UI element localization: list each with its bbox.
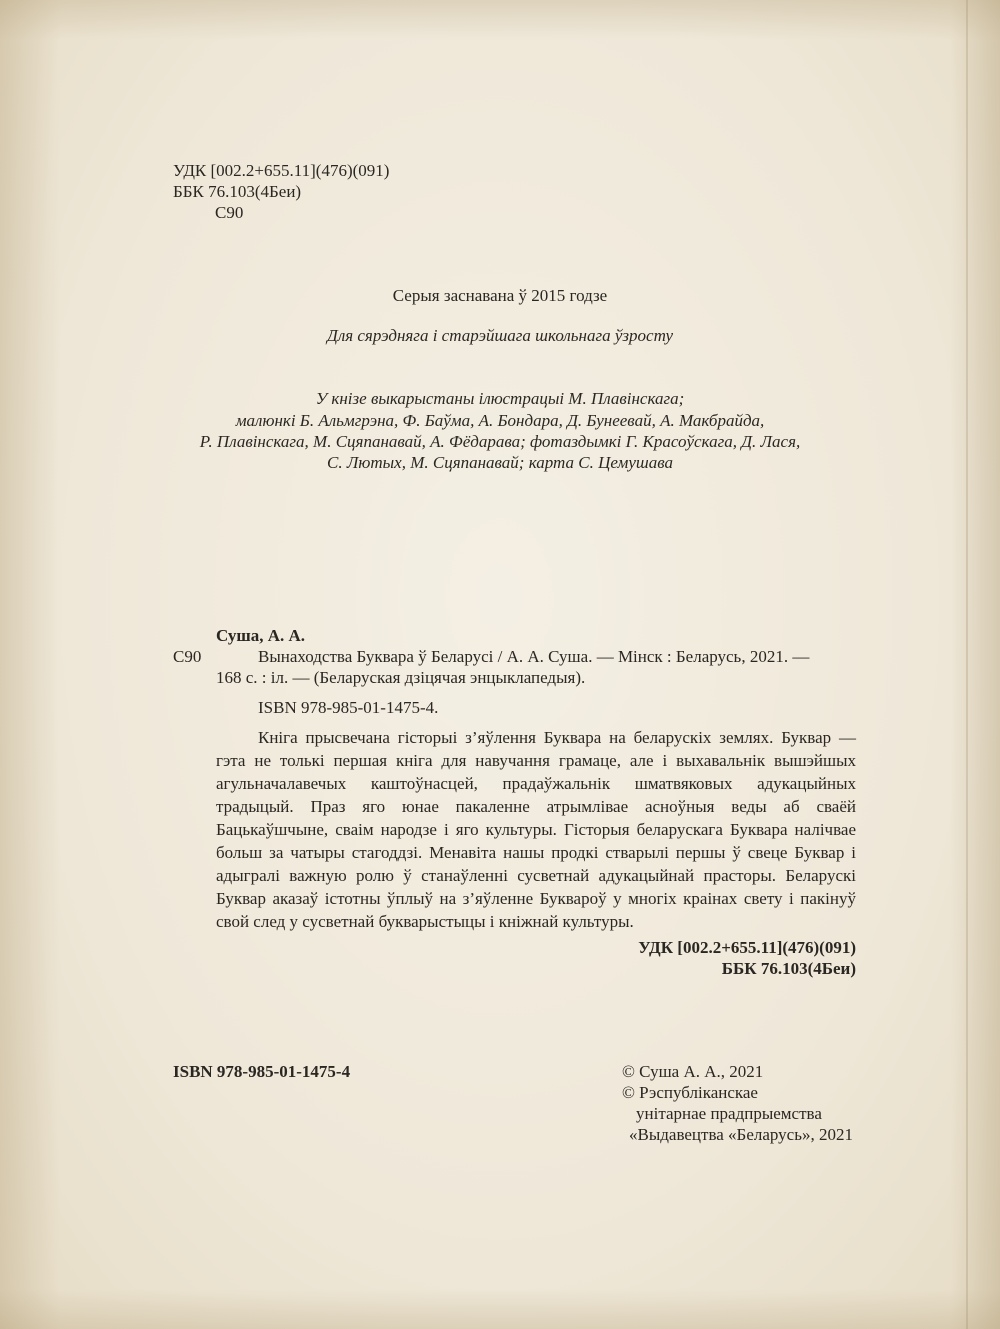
bottom-isbn: ISBN 978-985-01-1475-4 — [173, 1062, 351, 1081]
copyright-line: © Рэспубліканскае — [622, 1083, 758, 1102]
series-note: Серыя заснавана ў 2015 годзе — [392, 286, 608, 305]
bib-isbn: ISBN 978-985-01-1475-4. — [258, 698, 439, 717]
bib-author-mark: С90 — [173, 647, 202, 666]
top-bbk-code: ББК 76.103(4Беи) — [173, 182, 302, 201]
top-author-mark: С90 — [215, 203, 244, 222]
bib-pages-line: 168 с. : іл. — (Беларуская дзіцячая энцыклапедыя). — [216, 668, 586, 687]
page-edge-shadow-right — [950, 0, 1000, 1329]
page-edge-shadow-bottom — [0, 1289, 1000, 1329]
audience-note: Для сярэдняга і старэйшага школьнага ўзросту — [327, 326, 673, 345]
bib-title-line: Вынаходства Буквара ў Беларусі / А. А. Суша. — Мінск : Беларусь, 2021. — — [258, 647, 810, 666]
copyright-line: «Выдавецтва «Беларусь», 2021 — [629, 1125, 853, 1144]
page-fold-line — [966, 0, 968, 1329]
copyright-line: © Суша А. А., 2021 — [622, 1062, 764, 1081]
bib-udk-code: УДК [002.2+655.11](476)(091) — [638, 938, 856, 957]
page-edge-shadow-left — [0, 0, 60, 1329]
illustration-credit-line: У кнізе выкарыстаны ілюстрацыі М. Плавінскага; — [315, 389, 685, 408]
top-udk-code: УДК [002.2+655.11](476)(091) — [173, 161, 390, 180]
illustration-credit-line: малюнкі Б. Альмгрэна, Ф. Баўма, А. Бондара, Д. Бунеевай, А. Макбрайда, — [235, 411, 765, 430]
bib-author: Суша, А. А. — [216, 626, 306, 645]
bib-bbk-code: ББК 76.103(4Беи) — [721, 959, 856, 978]
illustration-credit-line: Р. Плавінскага, М. Сцяпанавай, А. Фёдарава; фотаздымкі Г. Красоўскага, Д. Лася, — [199, 432, 801, 451]
illustration-credit-line: С. Лютых, М. Сцяпанавай; карта С. Цемушава — [327, 453, 673, 472]
page-edge-shadow-top — [0, 0, 1000, 40]
copyright-line: унітарнае прадпрыемства — [636, 1104, 822, 1123]
annotation-paragraph: Кніга прысвечана гісторыі з’яўлення Буквара на беларускіх землях. Буквар — гэта не толькі першая кніга для навучання грамаце, але і выхавальнік вышэйшых агульначалавечых каштоўнасцей, прадаўжальнік шматвяковых адукацыйных традыцый. Праз яго юнае пакаленне атрымлівае асноўныя веды аб сваёй Бацькаўшчыне, сваім народзе і яго культуры. Гісторыя беларускага Буквара налічвае больш за чатыры стагоддзі. Менавіта нашы продкі стварылі першы ў свеце Буквар і адыгралі важную ролю ў станаўленні сусветнай адукацыйнай прасторы. Беларускі Буквар аказаў істотны ўплыў на з’яўленне Буквароў у многіх краінах свету і пакінуў свой след у сусветнай букварыстыцы і кніжнай культуры. — [216, 728, 856, 931]
